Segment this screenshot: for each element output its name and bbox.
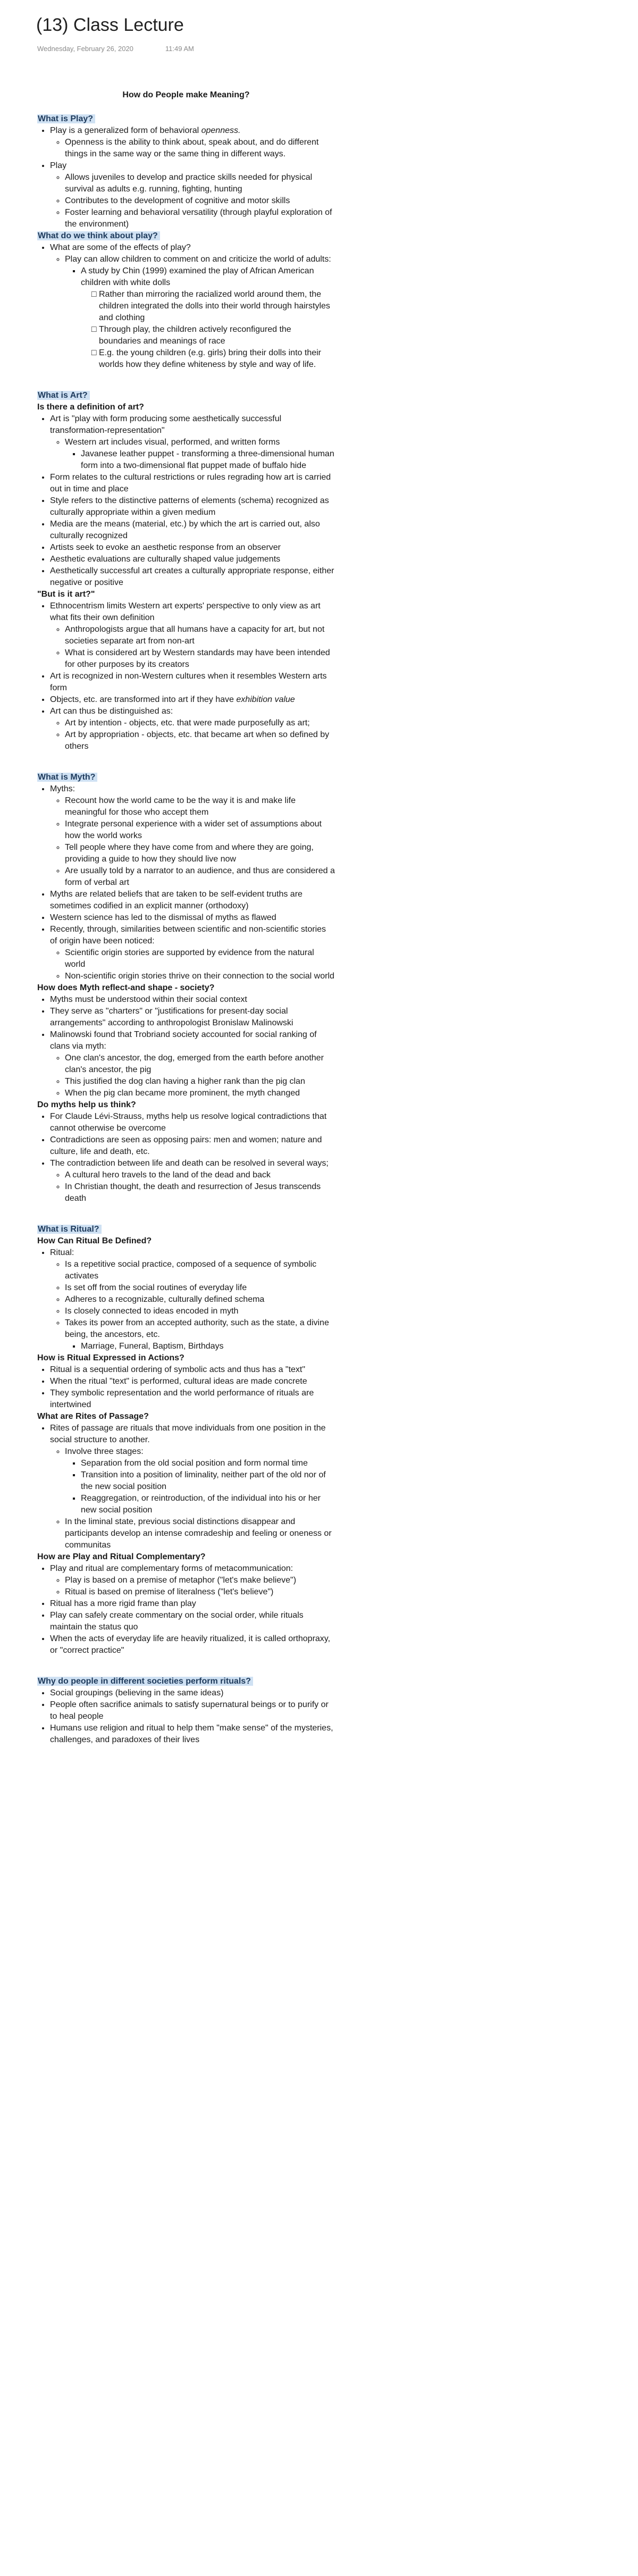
list-item: ◦ Integrate personal experience with a wider set of assumptions about how the world works	[65, 818, 335, 842]
list-item: ◦ Openness is the ability to think about, speak about, and do different things in the same way or the same thing in different ways.	[65, 137, 335, 160]
list-item: • People often sacrifice animals to satisfy supernatural beings or to purify or to heal people	[50, 1699, 335, 1722]
list-item: ◦ Allows juveniles to develop and practice skills needed for physical survival as adults e.g. running, fighting, hunting	[65, 172, 335, 195]
list-item: ◦ Foster learning and behavioral versatility (through playful exploration of the environment)	[65, 207, 335, 230]
list-item: ▪ Separation from the old social position and form normal time	[81, 1458, 335, 1469]
bullet-list	[37, 1247, 335, 1352]
subsection-heading: "But is it art?"	[37, 590, 95, 599]
list-item: ◦ Art by appropriation - objects, etc. that became art when so defined by others	[65, 729, 335, 752]
list-item: ◦ Scientific origin stories are supported by evidence from the natural world	[65, 947, 335, 971]
list-item: ◦ Western art includes visual, performed, and written forms ▪ Javanese leather puppet - transforming a three-dimensional human form into a two-dimensional flat puppet made of buffalo hide	[65, 437, 335, 472]
list-item: ◦ Ritual is based on premise of literalness ("let's believe")	[65, 1586, 335, 1598]
bullet-list	[37, 600, 335, 752]
bullet-list	[37, 1111, 335, 1205]
note-date: Wednesday, February 26, 2020	[37, 45, 133, 53]
list-item: • Media are the means (material, etc.) by which the art is carried out, also culturally recognized	[50, 518, 335, 542]
bullet-list	[37, 1563, 335, 1657]
subsection-heading: How does Myth reflect-and shape - society?	[37, 983, 215, 992]
list-item: • Myths must be understood within their social context	[50, 994, 335, 1006]
list-item: • Aesthetically successful art creates a culturally appropriate response, either negative or positive	[50, 565, 335, 589]
list-item: • They symbolic representation and the world performance of rituals are intertwined	[50, 1387, 335, 1411]
list-item: ◦ Anthropologists argue that all humans have a capacity for art, but not societies separate art from non-art	[65, 624, 335, 647]
bullet-list	[37, 125, 335, 230]
bullet-list	[37, 413, 335, 589]
list-item: ▪ Marriage, Funeral, Baptism, Birthdays	[81, 1341, 335, 1352]
list-item: • What are some of the effects of play? ◦ Play can allow children to comment on and criticize the world of adults: ▪ A study by Chin (1999) examined the play of African American children with white dolls □ Rather than mirroring the racialized world around them, the children integrated the dolls into their world through hairstyles and clothing □ Through play, the children actively reconfigured the boundaries and meanings of race □ E.g. the young children (e.g. girls) bring their dolls into their worlds how they define whiteness by style and way of life.	[50, 242, 335, 371]
bullet-list	[37, 994, 335, 1099]
list-item: ◦ Play can allow children to comment on and criticize the world of adults: ▪ A study by Chin (1999) examined the play of African American children with white dolls □ Rather than mirroring the racialized world around them, the children integrated the dolls into their world through hairstyles and clothing □ Through play, the children actively reconfigured the boundaries and meanings of race □ E.g. the young children (e.g. girls) bring their dolls into their worlds how they define whiteness by style and way of life.	[65, 254, 335, 371]
bullet-list	[37, 783, 335, 982]
list-item: • The contradiction between life and death can be resolved in several ways; ◦ A cultural hero travels to the land of the dead and back ◦ In Christian thought, the death and resurrection of Jesus transcends death	[50, 1158, 335, 1205]
list-item: • Myths are related beliefs that are taken to be self-evident truths are sometimes codified in an explicit manner (orthodoxy)	[50, 889, 335, 912]
list-item: • Art is recognized in non-Western cultures when it resembles Western arts form	[50, 671, 335, 694]
note-meta	[37, 45, 194, 53]
subsection-heading: Is there a definition of art?	[37, 403, 144, 412]
list-item: • Rites of passage are rituals that move individuals from one position in the social structure to another. ◦ Involve three stages: ▪ Separation from the old social position and form normal time ▪ Transition into a position of liminality, neither part of the old nor of the new social position ▪ Reaggregation, or reintroduction, of the individual into his or her new social position ◦ In the liminal state, previous social distinctions disappear and participants develop an intense comradeship and feeling or oneness or communitas	[50, 1423, 335, 1551]
list-item: • Social groupings (believing in the same ideas)	[50, 1687, 335, 1699]
section-heading: What is Art?	[37, 390, 335, 402]
list-item: ▪ Reaggregation, or reintroduction, of the individual into his or her new social position	[81, 1493, 335, 1516]
list-item: • Aesthetic evaluations are culturally shaped value judgements	[50, 554, 335, 565]
subsection-heading: How are Play and Ritual Complementary?	[37, 1552, 206, 1561]
list-item: • When the ritual "text" is performed, cultural ideas are made concrete	[50, 1376, 335, 1387]
bullet-list	[37, 1423, 335, 1551]
list-item: ◦ This justified the dog clan having a higher rank than the pig clan	[65, 1076, 335, 1088]
list-item: • Ritual has a more rigid frame than play	[50, 1598, 335, 1610]
list-item: ◦ Is set off from the social routines of everyday life	[65, 1282, 335, 1294]
list-item: ◦ Takes its power from an accepted authority, such as the state, a divine being, the ancestors, etc. ▪ Marriage, Funeral, Baptism, Birthdays	[65, 1317, 335, 1352]
list-item: • For Claude Lévi-Strauss, myths help us resolve logical contradictions that cannot otherwise be overcome	[50, 1111, 335, 1134]
list-item: ▪ Javanese leather puppet - transforming a three-dimensional human form into a two-dimensional flat puppet made of buffalo hide	[81, 448, 335, 472]
list-item: ▪ A study by Chin (1999) examined the play of African American children with white dolls □ Rather than mirroring the racialized world around them, the children integrated the dolls into their world through hairstyles and clothing □ Through play, the children actively reconfigured the boundaries and meanings of race □ E.g. the young children (e.g. girls) bring their dolls into their worlds how they define whiteness by style and way of life.	[81, 265, 335, 371]
bullet-list	[37, 1364, 335, 1411]
list-item: ◦ Involve three stages: ▪ Separation from the old social position and form normal time ▪ Transition into a position of liminality, neither part of the old nor of the new social position ▪ Reaggregation, or reintroduction, of the individual into his or her new social position	[65, 1446, 335, 1516]
list-item: ◦ Adheres to a recognizable, culturally defined schema	[65, 1294, 335, 1306]
list-item: ◦ A cultural hero travels to the land of the dead and back	[65, 1169, 335, 1181]
list-item: • They serve as "charters" or "justifications for present-day social arrangements" according to anthropologist Bronislaw Malinowski	[50, 1006, 335, 1029]
list-item: • Art is "play with form producing some aesthetically successful transformation-representation" ◦ Western art includes visual, performed, and written forms ▪ Javanese leather puppet - transforming a three-dimensional human form into a two-dimensional flat puppet made of buffalo hide	[50, 413, 335, 472]
list-item: ◦ Non-scientific origin stories thrive on their connection to the social world	[65, 971, 335, 982]
list-item: ◦ In the liminal state, previous social distinctions disappear and participants develop an intense comradeship and feeling or oneness or communitas	[65, 1516, 335, 1551]
list-item: ◦ Recount how the world came to be the way it is and make life meaningful for those who accept them	[65, 795, 335, 818]
bullet-list	[37, 1687, 335, 1746]
section-heading: What do we think about play?	[37, 230, 335, 242]
list-item: • Ethnocentrism limits Western art experts' perspective to only view as art what fits their own definition ◦ Anthropologists argue that all humans have a capacity for art, but not societies separate art from non-art ◦ What is considered art by Western standards may have been intended for other purposes by its creators	[50, 600, 335, 671]
list-item: ◦ When the pig clan became more prominent, the myth changed	[65, 1088, 335, 1099]
list-item: • Recently, through, similarities between scientific and non-scientific stories of origin have been noticed: ◦ Scientific origin stories are supported by evidence from the natural world ◦ Non-scientific origin stories thrive on their connection to the social world	[50, 924, 335, 982]
list-item: □ E.g. the young children (e.g. girls) bring their dolls into their worlds how they define whiteness by style and way of life.	[99, 347, 335, 371]
list-item: ◦ Are usually told by a narrator to an audience, and thus are considered a form of verbal art	[65, 865, 335, 889]
section-heading: What is Ritual?	[37, 1224, 335, 1235]
list-item: • Contradictions are seen as opposing pairs: men and women; nature and culture, life and death, etc.	[50, 1134, 335, 1158]
section-heading: What is Play?	[37, 113, 335, 125]
list-item: • Style refers to the distinctive patterns of elements (schema) recognized as culturally appropriate within a given medium	[50, 495, 335, 518]
subsection-heading: How is Ritual Expressed in Actions?	[37, 1353, 184, 1362]
subsection-heading: Do myths help us think?	[37, 1100, 136, 1109]
list-item: ▪ Transition into a position of liminality, neither part of the old nor of the new social position	[81, 1469, 335, 1493]
list-item: • Malinowski found that Trobriand society accounted for social ranking of clans via myth: ◦ One clan's ancestor, the dog, emerged from the earth before another clan's ancestor, the pig ◦ This justified the dog clan having a higher rank than the pig clan ◦ When the pig clan became more prominent, the myth changed	[50, 1029, 335, 1099]
list-item: • Western science has led to the dismissal of myths as flawed	[50, 912, 335, 924]
list-item: ◦ Contributes to the development of cognitive and motor skills	[65, 195, 335, 207]
list-item: • Humans use religion and ritual to help them "make sense" of the mysteries, challenges, and paradoxes of their lives	[50, 1722, 335, 1746]
list-item: • When the acts of everyday life are heavily ritualized, it is called orthopraxy, or "correct practice"	[50, 1633, 335, 1657]
list-item: • Myths: ◦ Recount how the world came to be the way it is and make life meaningful for those who accept them ◦ Integrate personal experience with a wider set of assumptions about how the world works ◦ Tell people where they have come from and where they are going, providing a guide to how they should live now ◦ Are usually told by a narrator to an audience, and thus are considered a form of verbal art	[50, 783, 335, 889]
section-heading: Why do people in different societies perform rituals?	[37, 1676, 335, 1687]
list-item: ◦ Is closely connected to ideas encoded in myth	[65, 1306, 335, 1317]
list-item: ◦ Art by intention - objects, etc. that were made purposefully as art;	[65, 717, 335, 729]
list-item: • Objects, etc. are transformed into art if they have exhibition value	[50, 694, 335, 706]
list-item: • Play can safely create commentary on the social order, while rituals maintain the status quo	[50, 1610, 335, 1633]
subsection-heading: What are Rites of Passage?	[37, 1412, 149, 1421]
list-item: • Play is a generalized form of behavioral openness. ◦ Openness is the ability to think about, speak about, and do different things in the same way or the same thing in different ways.	[50, 125, 335, 160]
list-item: • Ritual: ◦ Is a repetitive social practice, composed of a sequence of symbolic activates ◦ Is set off from the social routines of everyday life ◦ Adheres to a recognizable, culturally defined schema ◦ Is closely connected to ideas encoded in myth ◦ Takes its power from an accepted authority, such as the state, a divine being, the ancestors, etc. ▪ Marriage, Funeral, Baptism, Birthdays	[50, 1247, 335, 1352]
note-title[interactable]: (13) Class Lecture	[36, 15, 184, 35]
list-item: ◦ In Christian thought, the death and resurrection of Jesus transcends death	[65, 1181, 335, 1205]
note-body[interactable]	[37, 89, 335, 1746]
list-item: ◦ One clan's ancestor, the dog, emerged from the earth before another clan's ancestor, the pig	[65, 1052, 335, 1076]
list-item: • Form relates to the cultural restrictions or rules regrading how art is carried out in time and place	[50, 472, 335, 495]
list-item: • Artists seek to evoke an aesthetic response from an observer	[50, 542, 335, 554]
list-item: □ Rather than mirroring the racialized world around them, the children integrated the dolls into their world through hairstyles and clothing	[99, 289, 335, 324]
note-time: 11:49 AM	[165, 45, 194, 53]
main-heading: How do People make Meaning?	[122, 90, 250, 99]
list-item: □ Through play, the children actively reconfigured the boundaries and meanings of race	[99, 324, 335, 347]
section-heading: What is Myth?	[37, 772, 335, 783]
list-item: • Art can thus be distinguished as: ◦ Art by intention - objects, etc. that were made purposefully as art; ◦ Art by appropriation - objects, etc. that became art when so defined by others	[50, 706, 335, 752]
list-item: ◦ Is a repetitive social practice, composed of a sequence of symbolic activates	[65, 1259, 335, 1282]
bullet-list	[37, 242, 335, 371]
list-item: • Play ◦ Allows juveniles to develop and practice skills needed for physical survival as adults e.g. running, fighting, hunting ◦ Contributes to the development of cognitive and motor skills ◦ Foster learning and behavioral versatility (through playful exploration of the environment)	[50, 160, 335, 230]
list-item: ◦ Play is based on a premise of metaphor ("let's make believe")	[65, 1575, 335, 1586]
list-item: • Play and ritual are complementary forms of metacommunication: ◦ Play is based on a premise of metaphor ("let's make believe") ◦ Ritual is based on premise of literalness ("let's believe")	[50, 1563, 335, 1598]
list-item: ◦ What is considered art by Western standards may have been intended for other purposes by its creators	[65, 647, 335, 671]
list-item: ◦ Tell people where they have come from and where they are going, providing a guide to how they should live now	[65, 842, 335, 865]
subsection-heading: How Can Ritual Be Defined?	[37, 1236, 152, 1245]
list-item: • Ritual is a sequential ordering of symbolic acts and thus has a "text"	[50, 1364, 335, 1376]
